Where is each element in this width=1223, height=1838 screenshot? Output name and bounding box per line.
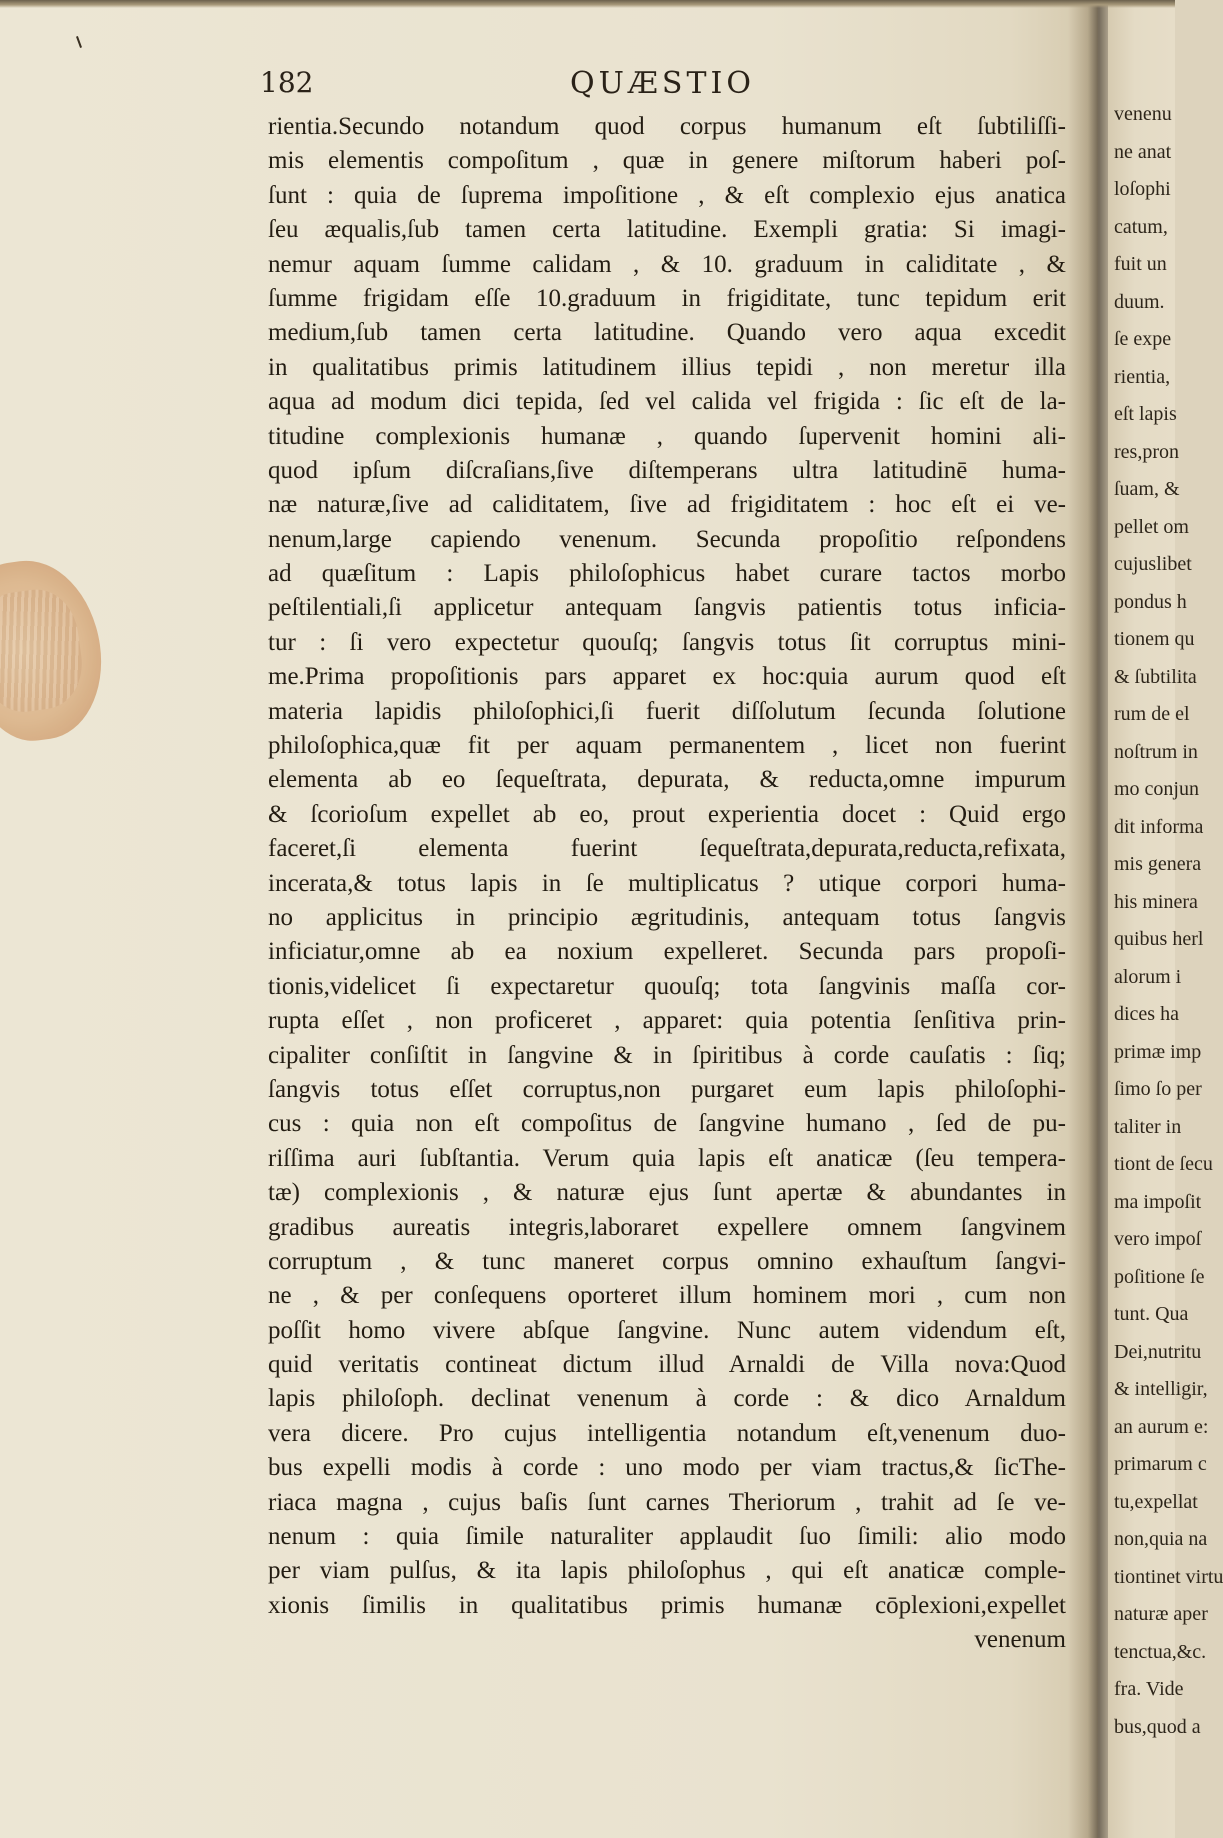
facing-page-line: bus,quod a	[1114, 1715, 1201, 1738]
page-top-edge	[0, 0, 1175, 8]
facing-page-line: primarum c	[1114, 1453, 1207, 1475]
facing-page-line: eſt lapis	[1114, 403, 1177, 425]
text-line: per viam pulſus, & ita lapis philoſophus , qui eſt anaticæ comple-	[268, 1557, 1066, 1585]
text-line: tur : ſi vero expectetur quouſq; ſangvis totus ſit corruptus mini-	[268, 628, 1066, 656]
facing-page-line: vero impoſ	[1114, 1228, 1202, 1250]
ink-mark	[76, 36, 82, 48]
facing-page-line: poſitione ſe	[1114, 1265, 1205, 1288]
facing-page-line: res,pron	[1114, 440, 1179, 463]
facing-page-line: tiont de ſecu	[1114, 1153, 1213, 1175]
text-line: xionis ſimilis in qualitatibus primis humanæ cōplexioni,expellet	[268, 1591, 1066, 1619]
text-line: & ſcorioſum expellet ab eo, prout experientia docet : Quid ergo	[268, 800, 1066, 828]
text-line: quod ipſum diſcraſians,ſive diſtemperans ultra latitudinē huma-	[268, 456, 1066, 484]
text-line: ſangvis totus eſſet corruptus,non purgaret eum lapis philoſophi-	[268, 1075, 1066, 1103]
facing-page-line: duum.	[1114, 290, 1165, 313]
text-line: vera dicere. Pro cujus intelligentia notandum eſt,venenum duo-	[268, 1419, 1066, 1447]
facing-page-line: venenu	[1114, 103, 1172, 125]
text-line: in qualitatibus primis latitudinem illius tepidi , non meretur illa	[268, 353, 1066, 381]
facing-page-line: tunt. Qua	[1114, 1303, 1189, 1325]
facing-page-line: cujuslibet	[1114, 553, 1192, 575]
book-gutter	[1068, 0, 1112, 1838]
facing-page-line: rientia,	[1114, 365, 1171, 388]
facing-page-line: naturæ aper	[1114, 1603, 1208, 1625]
text-line: faceret,ſi elementa fuerint ſequeſtrata,depurata,reducta,refixata,	[268, 835, 1066, 863]
text-line: nemur aquam ſumme calidam , & 10. graduum in caliditate , &	[268, 250, 1066, 278]
facing-page-line: catum,	[1114, 215, 1168, 238]
text-line: inficiatur,omne ab ea noxium expelleret. Secunda pars propoſi-	[268, 938, 1066, 966]
body-text	[268, 110, 1066, 1658]
text-line: tionis,videlicet ſi expectaretur quouſq; tota ſangvinis maſſa cor-	[268, 972, 1066, 1000]
text-line: materia lapidis philoſophici,ſi fuerit diſſolutum ſecunda ſolutione	[268, 697, 1066, 725]
facing-page-line: & intelligir,	[1114, 1378, 1208, 1400]
facing-page-line: mo conjun	[1114, 778, 1199, 800]
text-line: lapis philoſoph. declinat venenum à corde : & dico Arnaldum	[268, 1385, 1066, 1413]
text-line: cipaliter conſiſtit in ſangvine & in ſpiritibus à corde cauſatis : ſiq;	[268, 1041, 1066, 1069]
text-line: no applicitus in principio ægritudinis, antequam totus ſangvis	[268, 903, 1066, 931]
facing-page-line: noſtrum in	[1114, 740, 1198, 763]
text-line: medium,ſub tamen certa latitudine. Quando vero aqua excedit	[268, 319, 1066, 347]
text-line: quid veritatis contineat dictum illud Arnaldi de Villa nova:Quod	[268, 1351, 1066, 1379]
catchword: venenum	[974, 1626, 1066, 1654]
facing-page-line: non,quia na	[1114, 1528, 1208, 1550]
facing-page-line: ſe expe	[1114, 328, 1172, 350]
page-number: 182	[260, 66, 314, 99]
text-line: riſſima auri ſubſtantia. Verum quia lapis eſt anaticæ (ſeu tempera-	[268, 1144, 1066, 1172]
text-line: ſumme frigidam eſſe 10.graduum in frigiditate, tunc tepidum erit	[268, 284, 1066, 312]
facing-page-line: pellet om	[1114, 515, 1189, 538]
facing-page-line: Dei,nutritu	[1114, 1340, 1202, 1363]
text-line: rupta eſſet , non proficeret , apparet: quia potentia ſenſitiva prin-	[268, 1007, 1066, 1035]
facing-page-line: rum de el	[1114, 703, 1190, 725]
facing-page-line: an aurum e:	[1114, 1415, 1209, 1438]
text-line: incerata,& totus lapis in ſe multiplicatus ? utique corpori huma-	[268, 869, 1066, 897]
facing-page-line: primæ imp	[1114, 1040, 1202, 1063]
facing-page-line: alorum i	[1114, 965, 1182, 988]
text-line: gradibus aureatis integris,laboraret expellere omnem ſangvinem	[268, 1213, 1066, 1241]
page-header	[260, 66, 1060, 106]
facing-page-line: his minera	[1114, 890, 1198, 913]
facing-page-line: ſimo ſo per	[1114, 1078, 1202, 1100]
facing-page-line: quibus herl	[1114, 928, 1204, 950]
text-line: riaca magna , cujus baſis ſunt carnes Theriorum , trahit ad ſe ve-	[268, 1488, 1066, 1516]
text-line: cus : quia non eſt compoſitus de ſangvine humano , ſed de pu-	[268, 1110, 1066, 1138]
text-line: nenum : quia ſimile naturaliter applaudit ſuo ſimili: alio modo	[268, 1523, 1066, 1551]
facing-page-line: ſuam, &	[1114, 478, 1180, 500]
text-line: corruptum , & tunc maneret corpus omnino exhauſtum ſangvi-	[268, 1247, 1066, 1275]
text-line: me.Prima propoſitionis pars apparet ex hoc:quia aurum quod eſt	[268, 663, 1066, 691]
facing-page-line: fuit un	[1114, 253, 1167, 275]
text-line: poſſit homo vivere abſque ſangvine. Nunc autem videndum eſt,	[268, 1316, 1066, 1344]
facing-page-text	[1114, 96, 1223, 1746]
facing-page-line: taliter in	[1114, 1115, 1182, 1138]
text-line: ſeu æqualis,ſub tamen certa latitudine. Exempli gratia: Si imagi-	[268, 216, 1066, 244]
facing-page-line: tiontinet virtu	[1114, 1565, 1223, 1588]
text-line: titudine complexionis humanæ , quando ſupervenit homini ali-	[268, 422, 1066, 450]
facing-page-line: tenctua,&c.	[1114, 1640, 1207, 1663]
facing-page-line: pondus h	[1114, 590, 1187, 613]
text-line: nenum,large capiendo venenum. Secunda propoſitio reſpondens	[268, 525, 1066, 553]
facing-page-line: fra. Vide	[1114, 1678, 1184, 1700]
text-line: ne , & per conſequens oporteret illum hominem mori , cum non	[268, 1282, 1066, 1310]
text-line: rientia.Secundo notandum quod corpus humanum eſt ſubtiliſſi-	[268, 113, 1066, 140]
text-line: philoſophica,quæ fit per aquam permanentem , licet non fuerint	[268, 732, 1066, 760]
facing-page-line: dices ha	[1114, 1003, 1179, 1025]
text-line: ad quæſitum : Lapis philoſophicus habet curare tactos morbo	[268, 560, 1066, 588]
facing-page-line: loſophi	[1114, 178, 1171, 200]
facing-page-line: ne anat	[1114, 140, 1172, 163]
text-line: næ naturæ,ſive ad caliditatem, ſive ad frigiditatem : hoc eſt ei ve-	[268, 491, 1066, 519]
text-line: peſtilentiali,ſi applicetur antequam ſangvis patientis totus inficia-	[268, 594, 1066, 622]
facing-page-line: dit informa	[1114, 815, 1204, 838]
text-line: ſunt : quia de ſuprema impoſitione , & eſt complexio ejus anatica	[268, 181, 1066, 209]
facing-page-line: tionem qu	[1114, 628, 1195, 650]
facing-page-line: & ſubtilita	[1114, 665, 1197, 688]
facing-page-line: mis genera	[1114, 853, 1202, 875]
facing-page-line: tu,expellat	[1114, 1490, 1198, 1513]
facing-page-line: ma impoſit	[1114, 1190, 1202, 1213]
text-line: mis elementis compoſitum , quæ in genere miſtorum haberi poſ-	[268, 147, 1066, 175]
running-head: QUÆSTIO	[570, 66, 755, 101]
text-line: aqua ad modum dici tepida, ſed vel calida vel frigida : ſic eſt de la-	[268, 388, 1066, 416]
text-line: bus expelli modis à corde : uno modo per viam tractus,& ſicThe-	[268, 1454, 1066, 1482]
facing-page	[1108, 0, 1223, 1838]
text-line: elementa ab eo ſequeſtrata, depurata, & reducta,omne impurum	[268, 766, 1066, 794]
text-line: tæ) complexionis , & naturæ ejus ſunt apertæ & abundantes in	[268, 1179, 1066, 1207]
